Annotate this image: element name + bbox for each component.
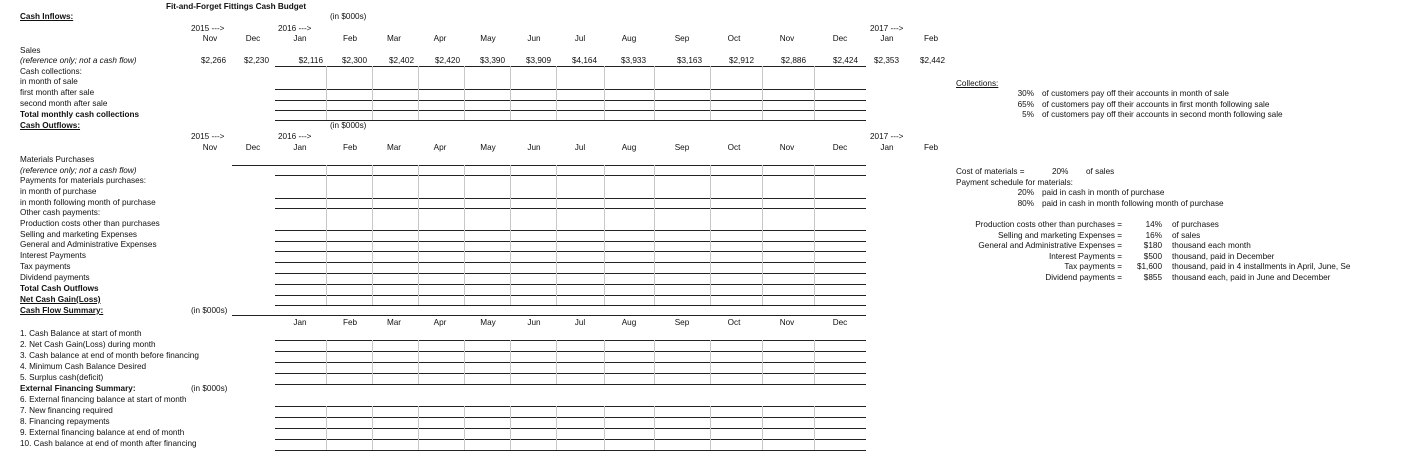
column-divider: [372, 165, 373, 305]
column-divider: [762, 165, 763, 305]
month-header: Feb: [342, 143, 358, 152]
entry-line: [232, 165, 866, 166]
sales-value: $2,442: [919, 56, 945, 65]
materials-schedule-label: Payment schedule for materials:: [956, 178, 1073, 187]
month-header: Apr: [433, 318, 447, 327]
column-divider: [814, 165, 815, 305]
sheet-title: Fit-and-Forget Fittings Cash Budget: [166, 2, 307, 11]
materials-text: paid in cash in month of purchase: [1042, 188, 1165, 197]
materials-text: paid in cash in month following month of purchase: [1042, 199, 1224, 208]
month-header: Mar: [386, 318, 402, 327]
materials-cost-label: Cost of materials =: [956, 167, 1025, 176]
row-label: Production costs other than purchases: [20, 219, 160, 228]
row-label: first month after sale: [20, 88, 95, 97]
month-header: Jun: [527, 318, 541, 327]
row-label: 4. Minimum Cash Balance Desired: [20, 362, 147, 371]
column-divider: [654, 406, 655, 450]
month-header: Nov: [779, 318, 795, 327]
column-divider: [464, 66, 465, 120]
sales-value: $2,886: [780, 56, 806, 65]
entry-line: [275, 251, 866, 252]
entry-line: [275, 305, 866, 306]
month-header: Sep: [674, 318, 690, 327]
column-divider: [326, 165, 327, 305]
entry-line: [275, 417, 866, 418]
entry-line: [275, 230, 866, 231]
row-label: Other cash payments:: [20, 208, 101, 217]
entry-line: [275, 262, 866, 263]
month-header: Jun: [527, 34, 541, 43]
row-label: in month of sale: [20, 77, 78, 86]
row-label: Materials Purchases: [20, 155, 95, 164]
collections-text: of customers pay off their accounts in second month following sale: [1042, 110, 1283, 119]
sales-value: $2,266: [200, 56, 226, 65]
entry-line: [275, 406, 866, 407]
summary-units: (in $000s): [191, 306, 228, 315]
entry-line: [275, 100, 866, 101]
column-divider: [510, 406, 511, 450]
row-label: Cash collections:: [20, 67, 82, 76]
financing-heading: External Financing Summary:: [20, 384, 136, 393]
entry-line: [275, 373, 866, 374]
column-divider: [814, 340, 815, 384]
year-marker-2015: 2015 --->: [191, 132, 225, 141]
inflows-heading: Cash Inflows:: [20, 12, 74, 21]
sales-value: $2,300: [341, 56, 367, 65]
column-divider: [556, 406, 557, 450]
assumption-text: of purchases: [1172, 220, 1219, 229]
assumption-text: thousand each month: [1172, 241, 1251, 251]
column-divider: [654, 340, 655, 384]
month-header: Dec: [245, 34, 261, 43]
row-label: 6. External financing balance at start of month: [20, 395, 187, 404]
month-header: Sep: [674, 143, 690, 152]
assumption-value: $1,600: [1136, 262, 1162, 272]
units-label: (in $000s): [330, 12, 367, 21]
column-divider: [556, 66, 557, 120]
month-header: Nov: [202, 143, 218, 152]
row-label: 2. Net Cash Gain(Loss) during month: [20, 340, 156, 349]
assumption-label: Selling and marketing Expenses =: [997, 230, 1122, 240]
assumption-label: General and Administrative Expenses =: [978, 241, 1122, 251]
column-divider: [464, 165, 465, 305]
row-label: General and Administrative Expenses: [20, 240, 157, 249]
column-divider: [464, 406, 465, 450]
assumption-text: thousand, paid in 4 installments in April, June, Se: [1172, 262, 1351, 272]
year-marker-2015: 2015 --->: [191, 24, 225, 33]
entry-line: [275, 384, 866, 385]
row-label: in month following month of purchase: [20, 198, 156, 207]
month-header: Dec: [832, 143, 848, 152]
sales-value: $2,353: [873, 56, 899, 65]
collections-heading: Collections:: [956, 79, 999, 88]
sales-value: $2,912: [728, 56, 754, 65]
column-divider: [326, 340, 327, 384]
entry-line: [275, 89, 866, 90]
column-divider: [372, 66, 373, 120]
financing-units: (in $000s): [191, 384, 228, 393]
column-divider: [326, 66, 327, 120]
materials-pct: 20%: [1017, 188, 1034, 197]
column-divider: [510, 66, 511, 120]
row-label: Sales: [20, 46, 41, 55]
row-label: 10. Cash balance at end of month after financing: [20, 439, 197, 448]
entry-line: [275, 66, 866, 67]
column-divider: [604, 340, 605, 384]
row-label: in month of purchase: [20, 187, 97, 196]
year-marker-2017: 2017 --->: [870, 24, 904, 33]
month-header: Nov: [779, 143, 795, 152]
year-marker-2016: 2016 --->: [278, 24, 312, 33]
assumption-label: Tax payments =: [1064, 262, 1122, 272]
column-divider: [510, 165, 511, 305]
month-header: Nov: [779, 34, 795, 43]
month-header: Mar: [386, 143, 402, 152]
month-header: Oct: [727, 143, 741, 152]
column-divider: [762, 406, 763, 450]
collections-pct: 30%: [1017, 89, 1034, 98]
column-divider: [418, 340, 419, 384]
entry-line: [275, 110, 866, 111]
column-divider: [556, 340, 557, 384]
entry-line: [275, 351, 866, 352]
entry-line: [275, 120, 866, 121]
sales-value: $2,420: [434, 56, 460, 65]
entry-line: [232, 315, 866, 316]
row-label: 5. Surplus cash(deficit): [20, 373, 104, 382]
row-label: 3. Cash balance at end of month before financing: [20, 351, 199, 360]
month-header: Mar: [386, 34, 402, 43]
sales-value: $2,230: [243, 56, 269, 65]
assumption-value: $500: [1143, 251, 1162, 261]
column-divider: [510, 340, 511, 384]
column-divider: [556, 165, 557, 305]
month-header: Jul: [574, 34, 586, 43]
month-header: Aug: [621, 318, 637, 327]
row-label: (reference only; not a cash flow): [20, 56, 137, 65]
month-header: Oct: [727, 34, 741, 43]
sales-value: $3,909: [525, 56, 551, 65]
entry-line: [275, 175, 866, 176]
row-label: (reference only; not a cash flow): [20, 166, 137, 175]
assumption-label: Dividend payments =: [1045, 273, 1122, 282]
month-header: Jan: [880, 143, 894, 152]
materials-cost-pct: 20%: [1052, 167, 1069, 176]
month-header: Jan: [880, 34, 894, 43]
assumption-value: $855: [1143, 273, 1162, 282]
year-marker-2016: 2016 --->: [278, 132, 312, 141]
collections-pct: 65%: [1017, 100, 1034, 109]
month-header: Dec: [832, 318, 848, 327]
month-header: Apr: [433, 34, 447, 43]
summary-heading: Cash Flow Summary:: [20, 306, 104, 315]
sales-value: $4,164: [571, 56, 597, 65]
materials-pct: 80%: [1017, 199, 1034, 208]
column-divider: [326, 406, 327, 450]
entry-line: [275, 273, 866, 274]
sales-value: $2,402: [388, 56, 414, 65]
entry-line: [275, 295, 866, 296]
assumption-label: Production costs other than purchases =: [975, 220, 1122, 229]
row-label: Payments for materials purchases:: [20, 176, 147, 185]
assumption-value: 16%: [1145, 230, 1162, 240]
month-header: Jul: [574, 143, 586, 152]
entry-line: [275, 340, 866, 341]
month-header: Nov: [202, 34, 218, 43]
column-divider: [710, 165, 711, 305]
column-divider: [418, 66, 419, 120]
month-header: Feb: [342, 318, 358, 327]
entry-line: [275, 241, 866, 242]
sales-value: $3,163: [676, 56, 702, 65]
month-header: Jan: [293, 318, 307, 327]
year-marker-2017: 2017 --->: [870, 132, 904, 141]
month-header: Jun: [527, 143, 541, 152]
entry-line: [275, 198, 866, 199]
month-header: May: [480, 318, 496, 327]
column-divider: [654, 165, 655, 305]
entry-line: [275, 362, 866, 363]
entry-line: [275, 284, 866, 285]
assumption-value: $180: [1143, 241, 1162, 251]
outflows-heading: Cash Outflows:: [20, 121, 81, 130]
row-label: Tax payments: [20, 262, 71, 271]
month-header: Aug: [621, 143, 637, 152]
assumption-text: of sales: [1172, 230, 1201, 240]
row-label: 1. Cash Balance at start of month: [20, 329, 142, 338]
month-header: Sep: [674, 34, 690, 43]
outflows-units: (in $000s): [330, 121, 367, 130]
month-header: Jul: [574, 318, 586, 327]
month-header: Feb: [342, 34, 358, 43]
column-divider: [604, 165, 605, 305]
month-header: Feb: [923, 143, 939, 152]
assumption-label: Interest Payments =: [1048, 251, 1122, 261]
column-divider: [814, 66, 815, 120]
column-divider: [418, 406, 419, 450]
sales-value: $3,933: [620, 56, 646, 65]
column-divider: [604, 406, 605, 450]
month-header: Dec: [832, 34, 848, 43]
materials-cost-suffix: of sales: [1086, 167, 1115, 176]
month-header: Dec: [245, 143, 261, 152]
row-label: Interest Payments: [20, 251, 86, 260]
column-divider: [814, 406, 815, 450]
sales-value: $3,390: [479, 56, 505, 65]
row-label: Total monthly cash collections: [20, 110, 140, 119]
month-header: Jan: [293, 34, 307, 43]
column-divider: [604, 66, 605, 120]
row-label: Dividend payments: [20, 273, 90, 282]
row-label: Total Cash Outflows: [20, 284, 99, 293]
row-label: Net Cash Gain(Loss): [20, 295, 101, 304]
column-divider: [710, 340, 711, 384]
assumption-text: thousand, paid in December: [1172, 251, 1275, 261]
month-header: Oct: [727, 318, 741, 327]
assumption-text: thousand each, paid in June and December: [1172, 273, 1331, 282]
column-divider: [464, 340, 465, 384]
row-label: second month after sale: [20, 99, 108, 108]
month-header: Jan: [293, 143, 307, 152]
entry-line: [275, 450, 866, 451]
entry-line: [275, 428, 866, 429]
collections-pct: 5%: [1022, 110, 1034, 119]
column-divider: [654, 66, 655, 120]
month-header: Aug: [621, 34, 637, 43]
sales-value: $2,116: [298, 56, 323, 65]
collections-text: of customers pay off their accounts in month of sale: [1042, 89, 1229, 98]
column-divider: [710, 406, 711, 450]
month-header: Feb: [923, 34, 939, 43]
column-divider: [372, 406, 373, 450]
column-divider: [372, 340, 373, 384]
column-divider: [710, 66, 711, 120]
row-label: 7. New financing required: [20, 406, 113, 415]
collections-text: of customers pay off their accounts in first month following sale: [1042, 100, 1270, 109]
sales-value: $2,424: [832, 56, 858, 65]
assumption-value: 14%: [1145, 220, 1162, 229]
entry-line: [275, 439, 866, 440]
column-divider: [762, 340, 763, 384]
row-label: 9. External financing balance at end of month: [20, 428, 185, 437]
month-header: May: [480, 143, 496, 152]
column-divider: [762, 66, 763, 120]
column-divider: [418, 165, 419, 305]
entry-line: [275, 208, 866, 209]
month-header: May: [480, 34, 496, 43]
month-header: Apr: [433, 143, 447, 152]
row-label: Selling and marketing Expenses: [20, 230, 137, 239]
row-label: 8. Financing repayments: [20, 417, 110, 426]
